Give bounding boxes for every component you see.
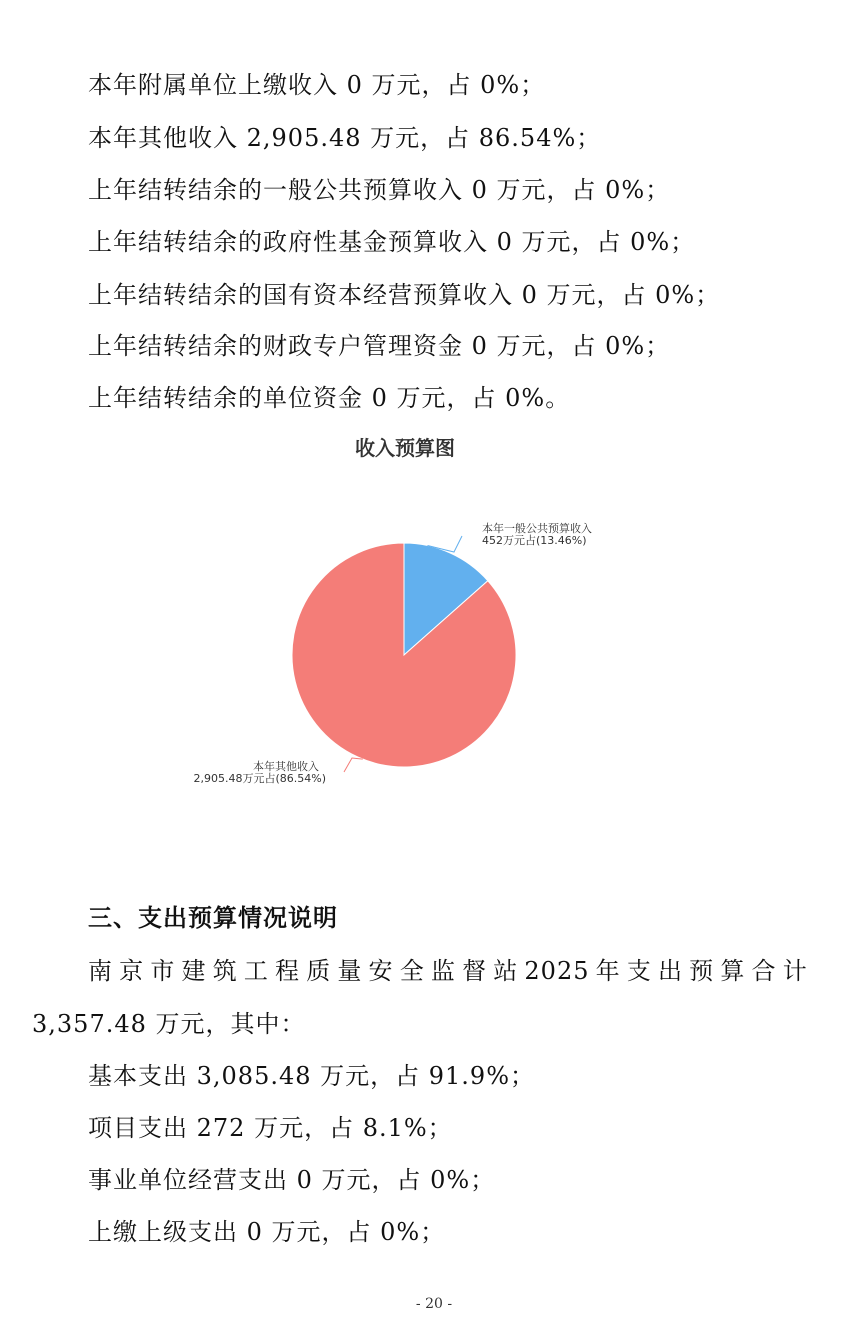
intro-token: 出 bbox=[658, 957, 683, 985]
intro-token: 南 bbox=[88, 957, 113, 985]
intro-token: 量 bbox=[337, 957, 363, 985]
paragraph-project-expenditure: 项目支出 272 万元，占 8.1%； bbox=[88, 1114, 453, 1142]
intro-token: 质 bbox=[306, 957, 332, 985]
intro-token: 督 bbox=[462, 957, 488, 985]
page-number: - 20 - bbox=[415, 1296, 453, 1312]
paragraph-affiliated-income: 本年附属单位上缴收入 0 万元，占 0%； bbox=[88, 71, 546, 99]
pie-label-value-1: 2,905.48万元占(86.54%) bbox=[193, 772, 326, 785]
paragraph-remit-expenditure: 上缴上级支出 0 万元，占 0%； bbox=[88, 1218, 446, 1246]
intro-token: 市 bbox=[150, 957, 176, 985]
intro-token: 工 bbox=[243, 957, 269, 985]
expenditure-intro-line2: 3,357.48 万元，其中： bbox=[32, 1010, 306, 1038]
intro-token: 安 bbox=[368, 957, 394, 985]
intro-token: 合 bbox=[751, 957, 777, 985]
paragraph-carryover-state-capital: 上年结转结余的国有资本经营预算收入 0 万元，占 0%； bbox=[88, 281, 721, 309]
intro-token: 算 bbox=[720, 957, 746, 985]
intro-token: 筑 bbox=[212, 957, 238, 985]
chart-title: 收入预算图 bbox=[355, 436, 455, 460]
paragraph-carryover-general-budget: 上年结转结余的一般公共预算收入 0 万元，占 0%； bbox=[88, 176, 671, 204]
intro-token: 监 bbox=[430, 957, 456, 985]
intro-token: 京 bbox=[119, 957, 145, 985]
pie-label-name-1: 本年其他收入 bbox=[253, 760, 319, 773]
intro-token: 程 bbox=[275, 957, 301, 985]
intro-token: 2025 bbox=[524, 957, 590, 985]
paragraph-carryover-special-account: 上年结转结余的财政专户管理资金 0 万元，占 0%； bbox=[88, 332, 671, 360]
income-budget-pie-chart bbox=[0, 470, 868, 810]
intro-token: 计 bbox=[782, 957, 808, 985]
pie-label-name-0: 本年一般公共预算收入 bbox=[482, 522, 592, 535]
section-heading-expenditure: 三、支出预算情况说明 bbox=[88, 903, 338, 932]
intro-token: 全 bbox=[399, 957, 425, 985]
pie-label-value-0: 452万元占(13.46%) bbox=[482, 534, 587, 547]
paragraph-carryover-fund-budget: 上年结转结余的政府性基金预算收入 0 万元，占 0%； bbox=[88, 228, 696, 256]
paragraph-carryover-unit-funds: 上年结转结余的单位资金 0 万元，占 0%。 bbox=[88, 384, 571, 412]
pie-leader-line-1 bbox=[344, 758, 363, 772]
paragraph-other-income: 本年其他收入 2,905.48 万元，占 86.54%； bbox=[88, 124, 602, 152]
intro-token: 年 bbox=[595, 957, 621, 985]
paragraph-basic-expenditure: 基本支出 3,085.48 万元，占 91.9%； bbox=[88, 1062, 536, 1090]
intro-token: 预 bbox=[689, 957, 715, 985]
intro-token: 支 bbox=[626, 957, 652, 985]
expenditure-intro-line1 bbox=[88, 956, 808, 986]
paragraph-operating-expenditure: 事业单位经营支出 0 万元，占 0%； bbox=[88, 1166, 496, 1194]
intro-token: 建 bbox=[181, 957, 207, 985]
intro-token: 站 bbox=[493, 957, 519, 985]
